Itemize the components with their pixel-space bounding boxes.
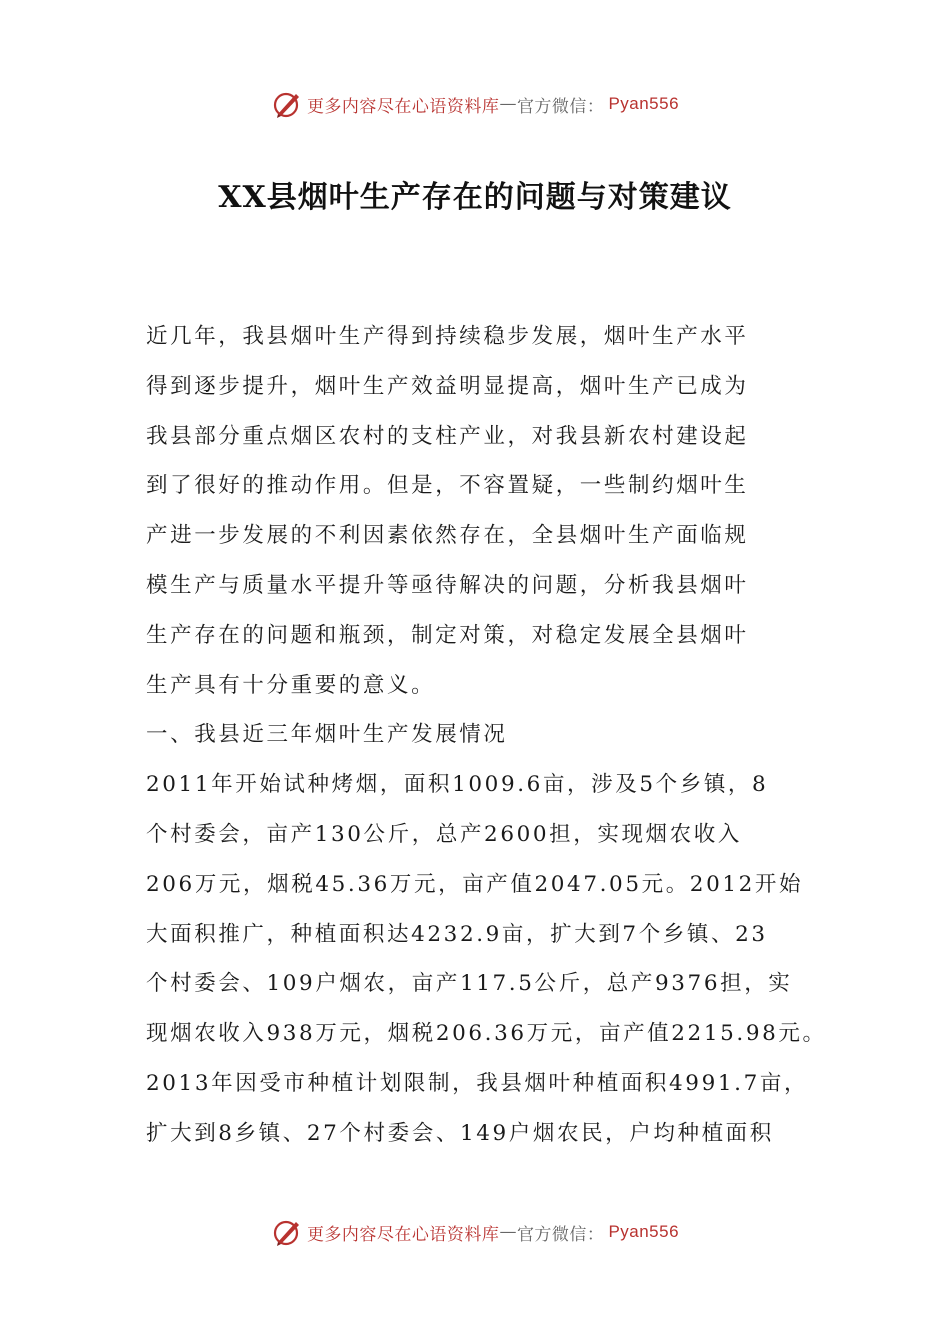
- body-line: 个村委会、109户烟农，亩产117.5公斤，总产9376担，实: [146, 971, 793, 997]
- body-line: 近几年，我县烟叶生产得到持续稳步发展，烟叶生产水平: [146, 324, 749, 349]
- body-line: 现烟农收入938万元，烟税206.36万元，亩产值2215.98元。: [146, 1021, 827, 1047]
- header-wechat-label: 官方微信：: [516, 96, 605, 117]
- body-line: 模生产与质量水平提升等亟待解决的问题，分析我县烟叶: [146, 572, 749, 598]
- document-title: XX县烟叶生产存在的问题与对策建议: [218, 180, 732, 215]
- header-banner: [0, 84, 950, 124]
- header-wechat-id: Pyan556: [608, 94, 680, 113]
- footer-banner: [0, 1212, 950, 1252]
- header-brand-text: 更多内容尽在心语资料库: [306, 96, 500, 117]
- pen-logo-icon: [271, 1216, 303, 1248]
- body-line: 2011年开始试种烤烟，面积1009.6亩，涉及5个乡镇，8: [146, 772, 769, 798]
- footer-wechat-label: 官方微信：: [516, 1224, 605, 1245]
- body-line: 产进一步发展的不利因素依然存在，全县烟叶生产面临规: [146, 523, 749, 549]
- footer-dash: —: [499, 1222, 517, 1242]
- header-dash: —: [499, 94, 517, 114]
- body-line: 生产存在的问题和瓶颈，制定对策，对稳定发展全县烟叶: [146, 622, 749, 648]
- body-line: 生产具有十分重要的意义。: [146, 672, 436, 698]
- body-line: 个村委会，亩产130公斤，总产2600担，实现烟农收入: [146, 821, 742, 847]
- document-body: [146, 312, 827, 1159]
- body-line: 一、我县近三年烟叶生产发展情况: [146, 722, 508, 748]
- body-line: 到了很好的推动作用。但是，不容置疑，一些制约烟叶生: [146, 473, 749, 499]
- body-line: 206万元，烟税45.36万元，亩产值2047.05元。2012开始: [146, 871, 804, 897]
- pen-logo-icon: [271, 88, 303, 120]
- body-line: 2013年因受市种植计划限制，我县烟叶种植面积4991.7亩，: [146, 1070, 809, 1096]
- footer-brand-text: 更多内容尽在心语资料库: [306, 1224, 500, 1245]
- body-line: 扩大到8乡镇、27个村委会、149户烟农民，户均种植面积: [146, 1120, 774, 1146]
- body-line: 大面积推广，种植面积达4232.9亩，扩大到7个乡镇、23: [146, 921, 768, 947]
- body-line: 我县部分重点烟区农村的支柱产业，对我县新农村建设起: [146, 423, 749, 449]
- footer-wechat-id: Pyan556: [608, 1222, 680, 1241]
- body-line: 得到逐步提升，烟叶生产效益明显提高，烟叶生产已成为: [146, 373, 749, 399]
